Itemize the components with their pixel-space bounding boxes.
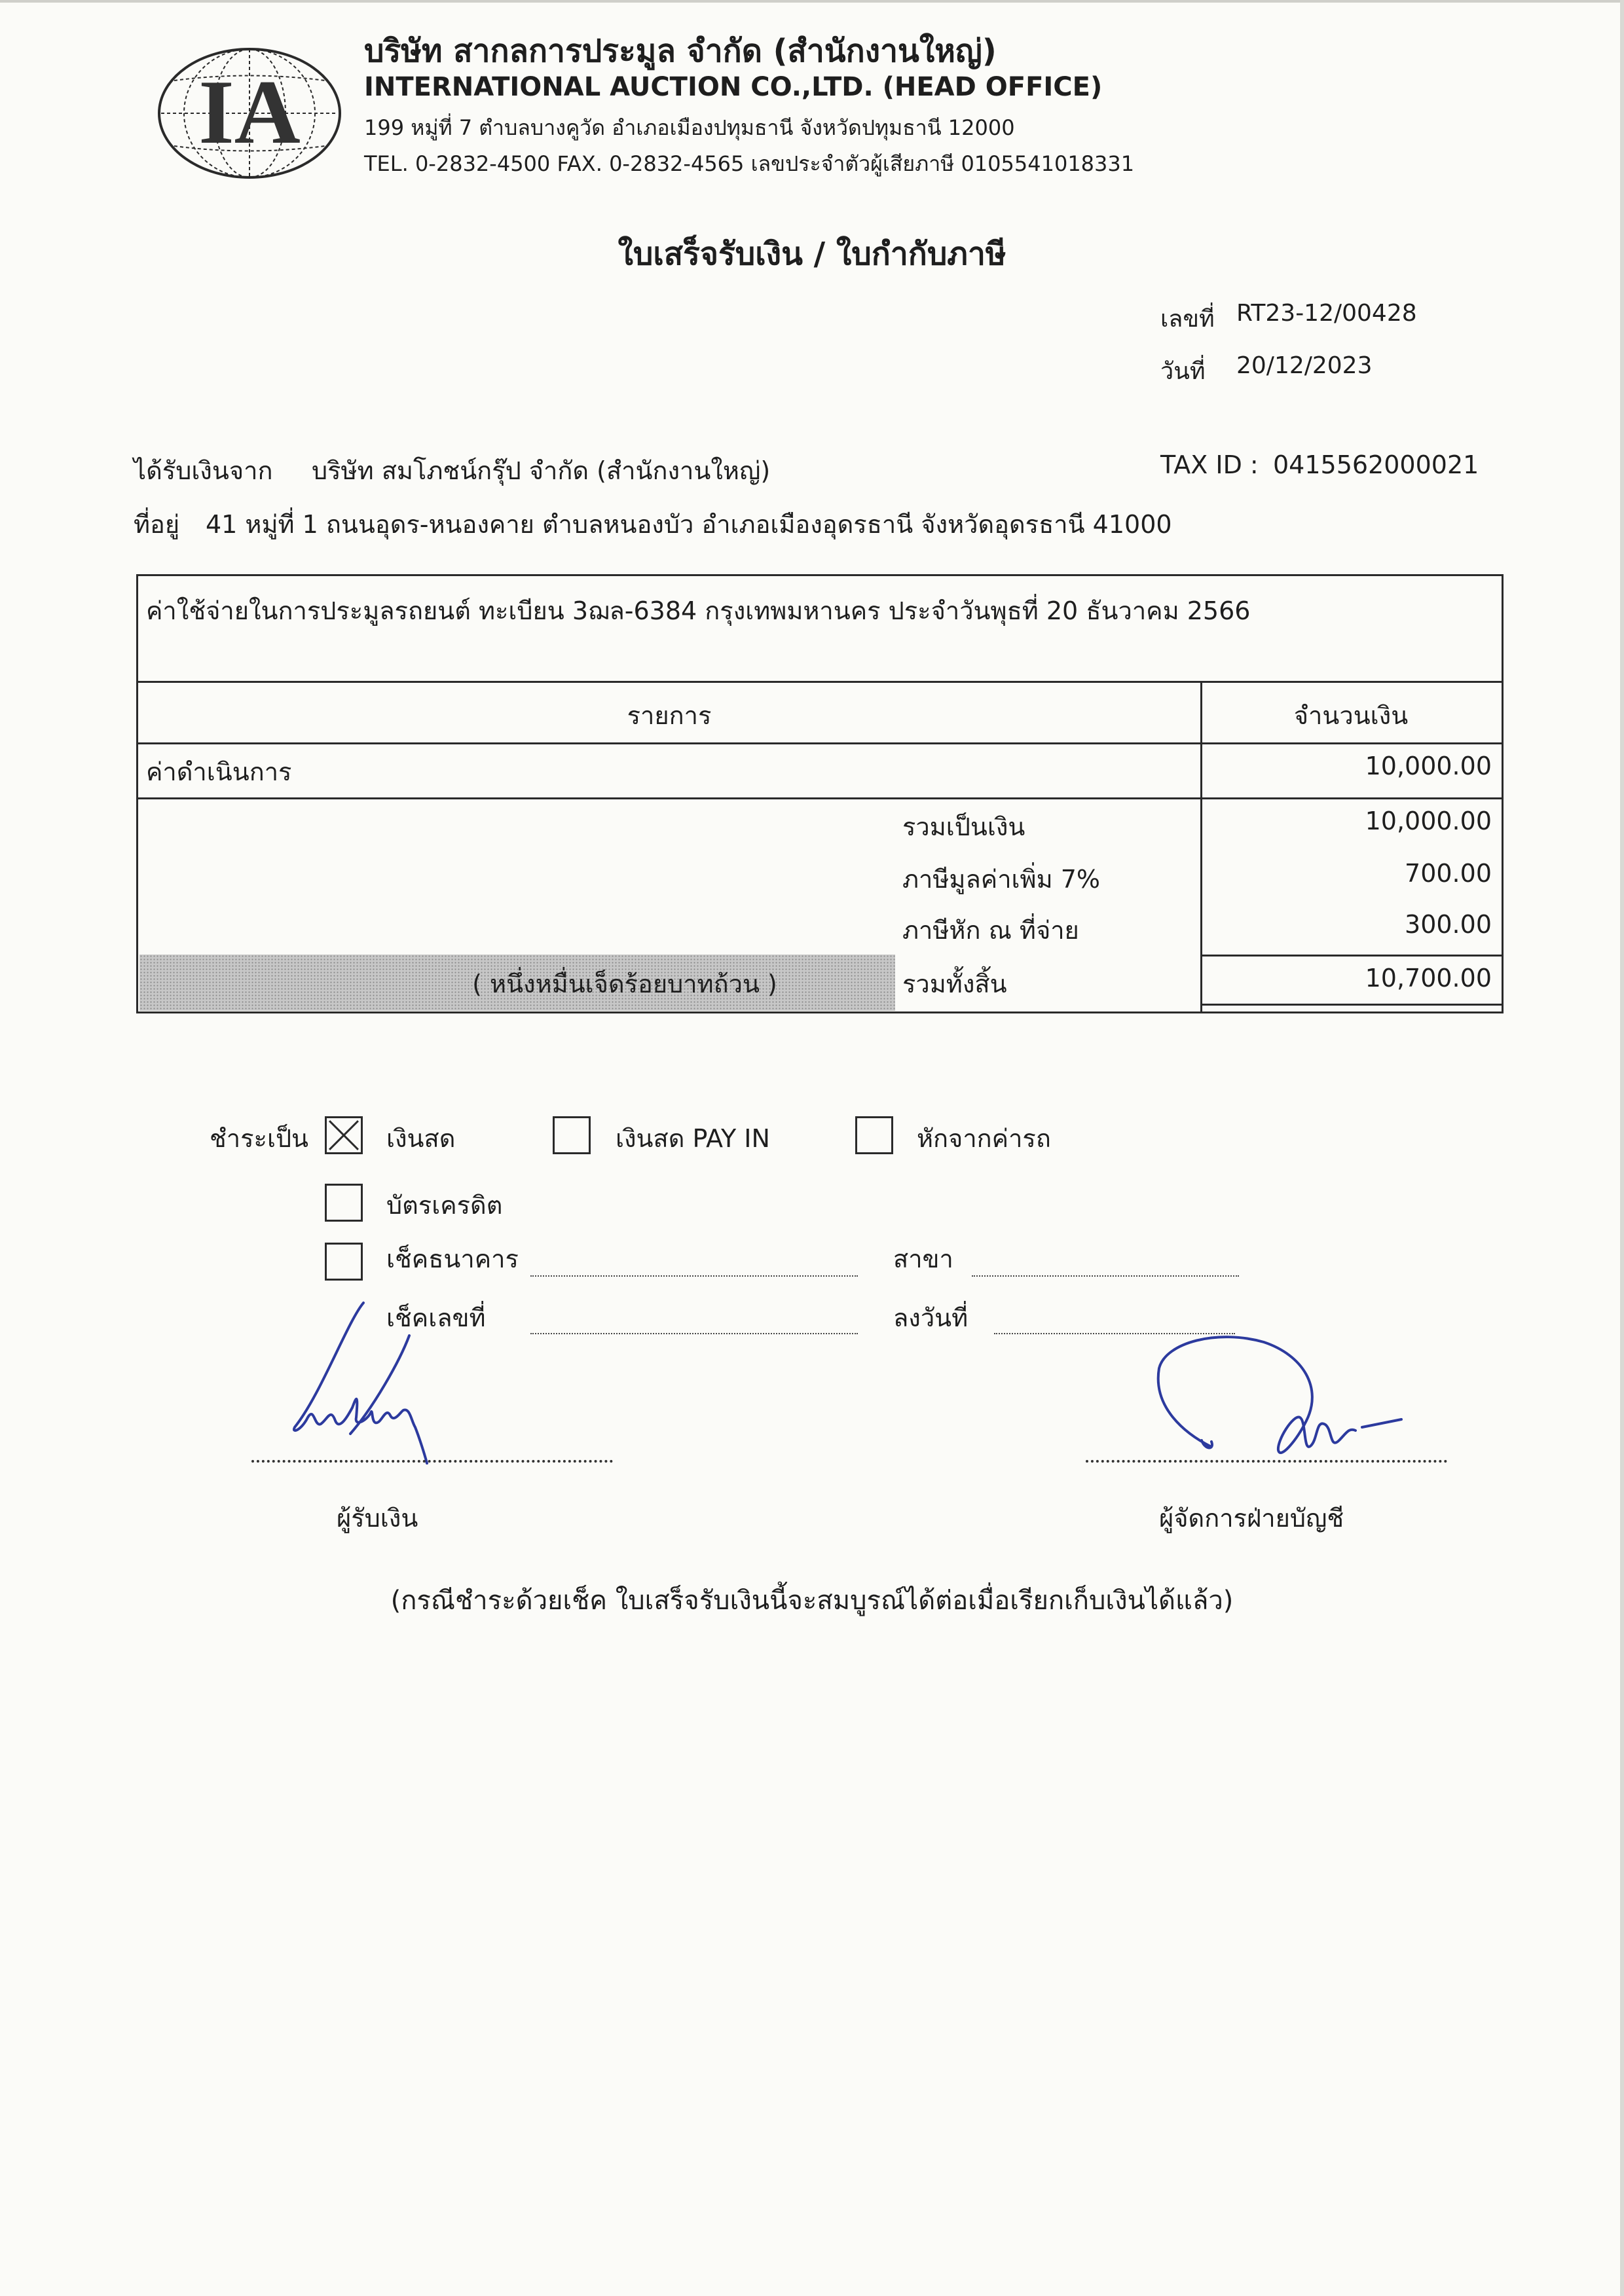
cash-checkbox[interactable] bbox=[325, 1116, 363, 1154]
divider bbox=[1200, 1004, 1502, 1006]
company-name-en: INTERNATIONAL AUCTION CO.,LTD. (HEAD OFFICE) bbox=[364, 72, 1103, 102]
table-description: ค่าใช้จ่ายในการประมูลรถยนต์ ทะเบียน 3ฌล-6384 กรุงเทพมหานคร ประจำวันพุธที่ 20 ธันวาคม 2566 bbox=[146, 596, 1251, 625]
cash-pay-in-option-label: เงินสด PAY IN bbox=[616, 1124, 770, 1153]
column-header-item: รายการ bbox=[627, 701, 712, 730]
deduct-from-car-checkbox[interactable] bbox=[855, 1116, 893, 1154]
bank-cheque-option-label: เช็คธนาคาร bbox=[386, 1245, 519, 1273]
doc-number-label: เลขที่ bbox=[1160, 306, 1215, 333]
cheque-note: (กรณีชำระด้วยเช็ค ใบเสร็จรับเงินนี้จะสมบูรณ์ได้ต่อเมื่อเรียกเก็บเงินได้แล้ว) bbox=[390, 1586, 1234, 1616]
credit-card-checkbox[interactable] bbox=[325, 1184, 363, 1222]
document-title: ใบเสร็จรับเงิน / ใบกำกับภาษี bbox=[618, 236, 1006, 272]
manager-label: ผู้จัดการฝ่ายบัญชี bbox=[1159, 1504, 1344, 1533]
manager-signature-line bbox=[1086, 1460, 1447, 1463]
bank-cheque-field[interactable] bbox=[530, 1275, 858, 1277]
branch-label: สาขา bbox=[893, 1245, 953, 1273]
cash-pay-in-checkbox[interactable] bbox=[553, 1116, 591, 1154]
receipt-table bbox=[136, 574, 1504, 1013]
logo-letters: IA bbox=[198, 62, 301, 163]
doc-date-label: วันที่ bbox=[1160, 358, 1206, 385]
company-contact: TEL. 0-2832-4500 FAX. 0-2832-4565 เลขประจำตัวผู้เสียภาษี 0105541018331 bbox=[364, 151, 1135, 176]
address-label: ที่อยู่ bbox=[134, 510, 180, 539]
cash-option-label: เงินสด bbox=[386, 1124, 456, 1153]
receiver-label: ผู้รับเงิน bbox=[337, 1504, 418, 1533]
vat-amount: 700.00 bbox=[1405, 859, 1492, 888]
page-edge bbox=[0, 0, 1624, 3]
divider bbox=[138, 742, 1502, 744]
tax-id-label: TAX ID : bbox=[1160, 450, 1259, 479]
payment-label: ชำระเป็น bbox=[210, 1124, 309, 1153]
subtotal-label: รวมเป็นเงิน bbox=[902, 812, 1025, 841]
receiver-signature bbox=[275, 1296, 498, 1473]
tax-id: 0415562000021 bbox=[1273, 450, 1479, 479]
received-from-label: ได้รับเงินจาก bbox=[134, 456, 273, 485]
table-row-item: ค่าดำเนินการ bbox=[146, 757, 292, 786]
divider bbox=[138, 681, 1502, 683]
grand-total-label: รวมทั้งสิ้น bbox=[902, 970, 1007, 998]
customer-address: 41 หมู่ที่ 1 ถนนอุดร-หนองคาย ตำบลหนองบัว อำเภอเมืองอุดรธานี จังหวัดอุดรธานี 41000 bbox=[206, 510, 1172, 539]
cheque-number-label: เช็คเลขที่ bbox=[386, 1303, 486, 1332]
bank-cheque-checkbox[interactable] bbox=[325, 1243, 363, 1281]
credit-card-option-label: บัตรเครดิต bbox=[386, 1191, 503, 1220]
company-address: 199 หมู่ที่ 7 ตำบลบางคูวัด อำเภอเมืองปทุมธานี จังหวัดปทุมธานี 12000 bbox=[364, 115, 1015, 140]
subtotal-amount: 10,000.00 bbox=[1365, 807, 1492, 835]
doc-number: RT23-12/00428 bbox=[1236, 300, 1417, 327]
doc-date: 20/12/2023 bbox=[1236, 352, 1373, 379]
table-row-amount: 10,000.00 bbox=[1365, 752, 1492, 780]
divider bbox=[1200, 955, 1502, 957]
deduct-from-car-option-label: หักจากค่ารถ bbox=[917, 1124, 1051, 1153]
receiver-signature-line bbox=[251, 1460, 613, 1463]
amount-in-words: ( หนึ่งหมื่นเจ็ดร้อยบาทถ้วน ) bbox=[472, 970, 777, 998]
divider bbox=[138, 797, 1502, 799]
grand-total-amount: 10,700.00 bbox=[1365, 964, 1492, 993]
cheque-date-label: ลงวันที่ bbox=[893, 1303, 969, 1332]
company-name-th: บริษัท สากลการประมูล จำกัด (สำนักงานใหญ่) bbox=[364, 33, 997, 69]
page-edge bbox=[1620, 0, 1624, 2296]
withholding-amount: 300.00 bbox=[1405, 910, 1492, 939]
company-logo bbox=[155, 45, 344, 182]
withholding-label: ภาษีหัก ณ ที่จ่าย bbox=[902, 916, 1079, 945]
customer-name: บริษัท สมโภชน์กรุ๊ป จำกัด (สำนักงานใหญ่) bbox=[312, 456, 771, 485]
column-header-amount: จำนวนเงิน bbox=[1293, 701, 1409, 730]
manager-signature bbox=[1139, 1329, 1421, 1473]
vat-label: ภาษีมูลค่าเพิ่ม 7% bbox=[902, 865, 1100, 894]
cheque-number-field[interactable] bbox=[530, 1333, 858, 1334]
branch-field[interactable] bbox=[972, 1275, 1239, 1277]
